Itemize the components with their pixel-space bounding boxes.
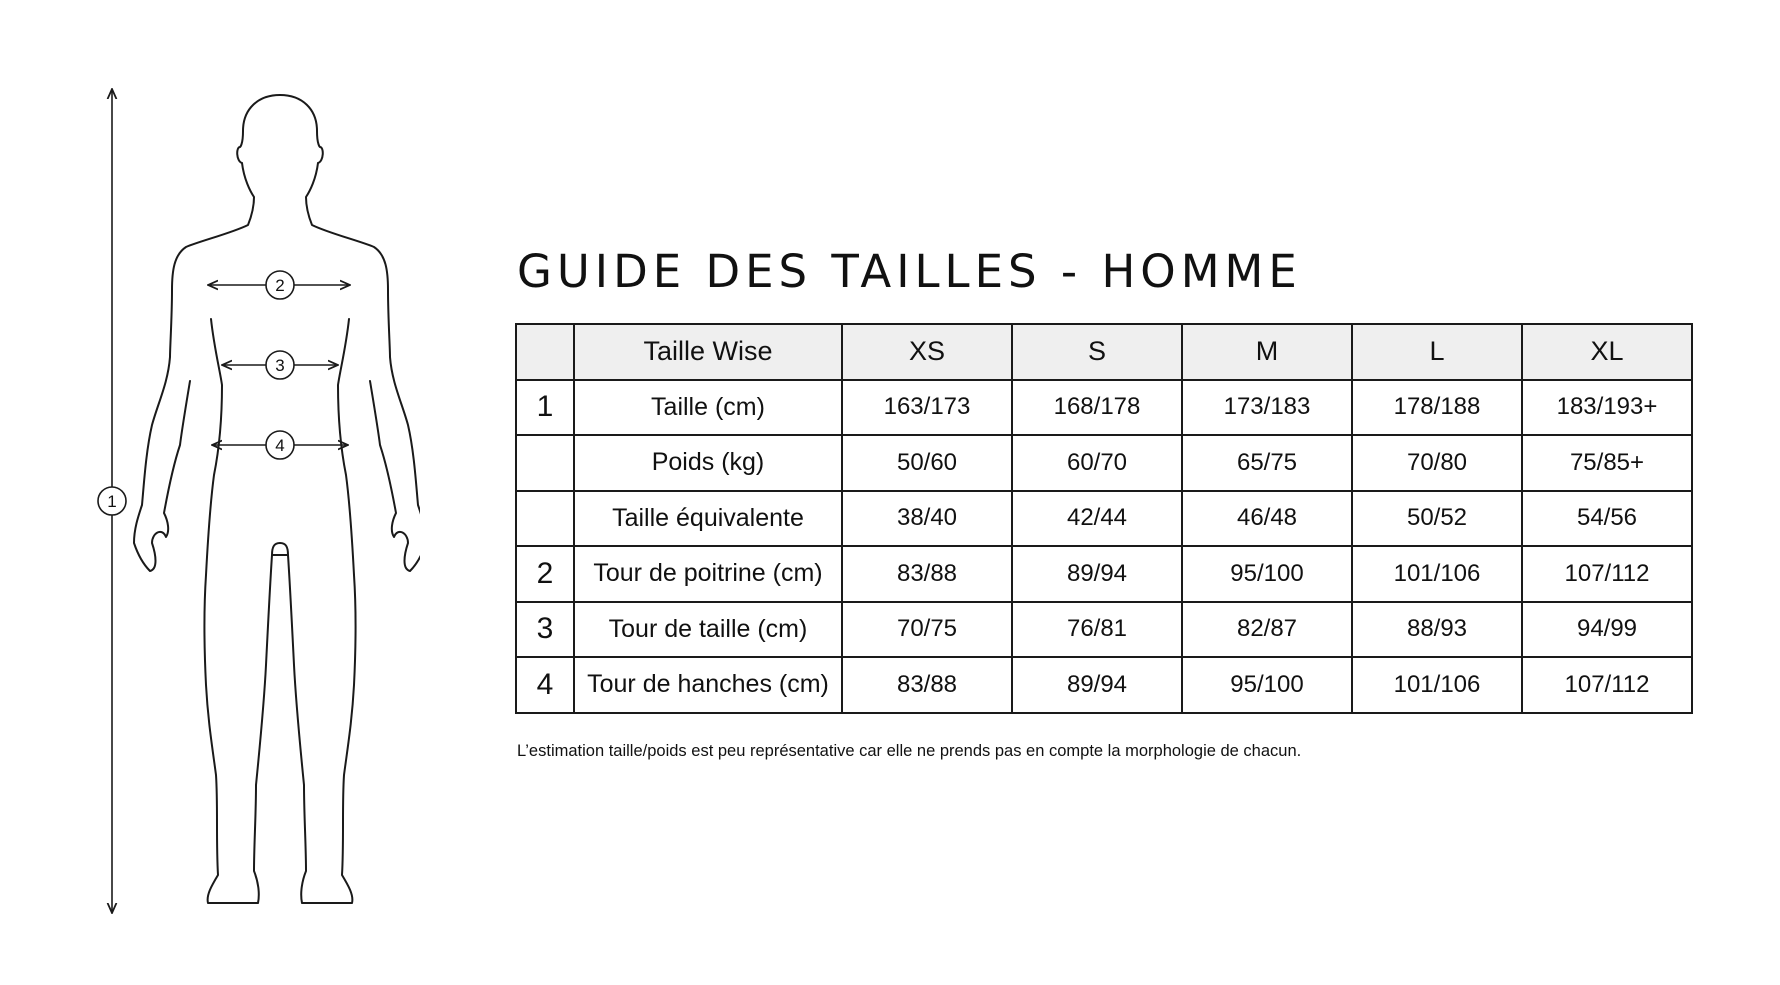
value-cell: 76/81 — [1012, 602, 1182, 658]
row-number: 3 — [516, 602, 574, 658]
table-row — [516, 602, 1692, 658]
value-cell: 173/183 — [1182, 380, 1352, 436]
value-cell: 50/52 — [1352, 491, 1522, 547]
value-cell: 75/85+ — [1522, 435, 1692, 491]
value-cell: 178/188 — [1352, 380, 1522, 436]
value-cell: 95/100 — [1182, 546, 1352, 602]
header-cell-xs: XS — [842, 324, 1012, 380]
row-label: Poids (kg) — [574, 435, 842, 491]
table-row — [516, 657, 1692, 713]
table-row — [516, 435, 1692, 491]
row-number — [516, 491, 574, 547]
value-cell: 83/88 — [842, 546, 1012, 602]
body-measurement-figure — [80, 85, 420, 925]
value-cell: 89/94 — [1012, 546, 1182, 602]
marker-3-label: 3 — [275, 356, 285, 375]
value-cell: 168/178 — [1012, 380, 1182, 436]
marker-1-label: 1 — [107, 492, 117, 511]
row-label: Tour de hanches (cm) — [574, 657, 842, 713]
value-cell: 65/75 — [1182, 435, 1352, 491]
header-cell-taille-wise: Taille Wise — [574, 324, 842, 380]
marker-4-label: 4 — [275, 436, 285, 455]
table-header-row — [516, 324, 1692, 380]
value-cell: 101/106 — [1352, 546, 1522, 602]
row-label: Tour de poitrine (cm) — [574, 546, 842, 602]
marker-1-badge — [98, 487, 126, 515]
value-cell: 94/99 — [1522, 602, 1692, 658]
body-outline — [134, 95, 420, 903]
value-cell: 107/112 — [1522, 546, 1692, 602]
value-cell: 82/87 — [1182, 602, 1352, 658]
marker-3-badge — [266, 351, 294, 379]
table-row — [516, 546, 1692, 602]
row-number: 2 — [516, 546, 574, 602]
header-cell-empty — [516, 324, 574, 380]
header-cell-l: L — [1352, 324, 1522, 380]
value-cell: 83/88 — [842, 657, 1012, 713]
value-cell: 42/44 — [1012, 491, 1182, 547]
value-cell: 46/48 — [1182, 491, 1352, 547]
value-cell: 89/94 — [1012, 657, 1182, 713]
human-silhouette-diagram — [80, 85, 420, 925]
page-title: GUIDE DES TAILLES - HOMME — [517, 245, 1302, 298]
row-label: Tour de taille (cm) — [574, 602, 842, 658]
row-label: Taille (cm) — [574, 380, 842, 436]
value-cell: 38/40 — [842, 491, 1012, 547]
value-cell: 183/193+ — [1522, 380, 1692, 436]
header-cell-xl: XL — [1522, 324, 1692, 380]
table-row — [516, 380, 1692, 436]
row-number — [516, 435, 574, 491]
row-label: Taille équivalente — [574, 491, 842, 547]
value-cell: 107/112 — [1522, 657, 1692, 713]
footnote: L’estimation taille/poids est peu représentative car elle ne prends pas en compte la morphologie de chacun. — [517, 742, 1302, 760]
marker-2-badge — [266, 271, 294, 299]
value-cell: 50/60 — [842, 435, 1012, 491]
marker-2-label: 2 — [275, 276, 285, 295]
value-cell: 95/100 — [1182, 657, 1352, 713]
header-cell-s: S — [1012, 324, 1182, 380]
value-cell: 88/93 — [1352, 602, 1522, 658]
header-cell-m: M — [1182, 324, 1352, 380]
value-cell: 163/173 — [842, 380, 1012, 436]
value-cell: 70/80 — [1352, 435, 1522, 491]
table-row — [516, 491, 1692, 547]
row-number: 1 — [516, 380, 574, 436]
marker-4-badge — [266, 431, 294, 459]
value-cell: 54/56 — [1522, 491, 1692, 547]
row-number: 4 — [516, 657, 574, 713]
size-chart-table — [515, 323, 1693, 714]
value-cell: 101/106 — [1352, 657, 1522, 713]
value-cell: 60/70 — [1012, 435, 1182, 491]
value-cell: 70/75 — [842, 602, 1012, 658]
